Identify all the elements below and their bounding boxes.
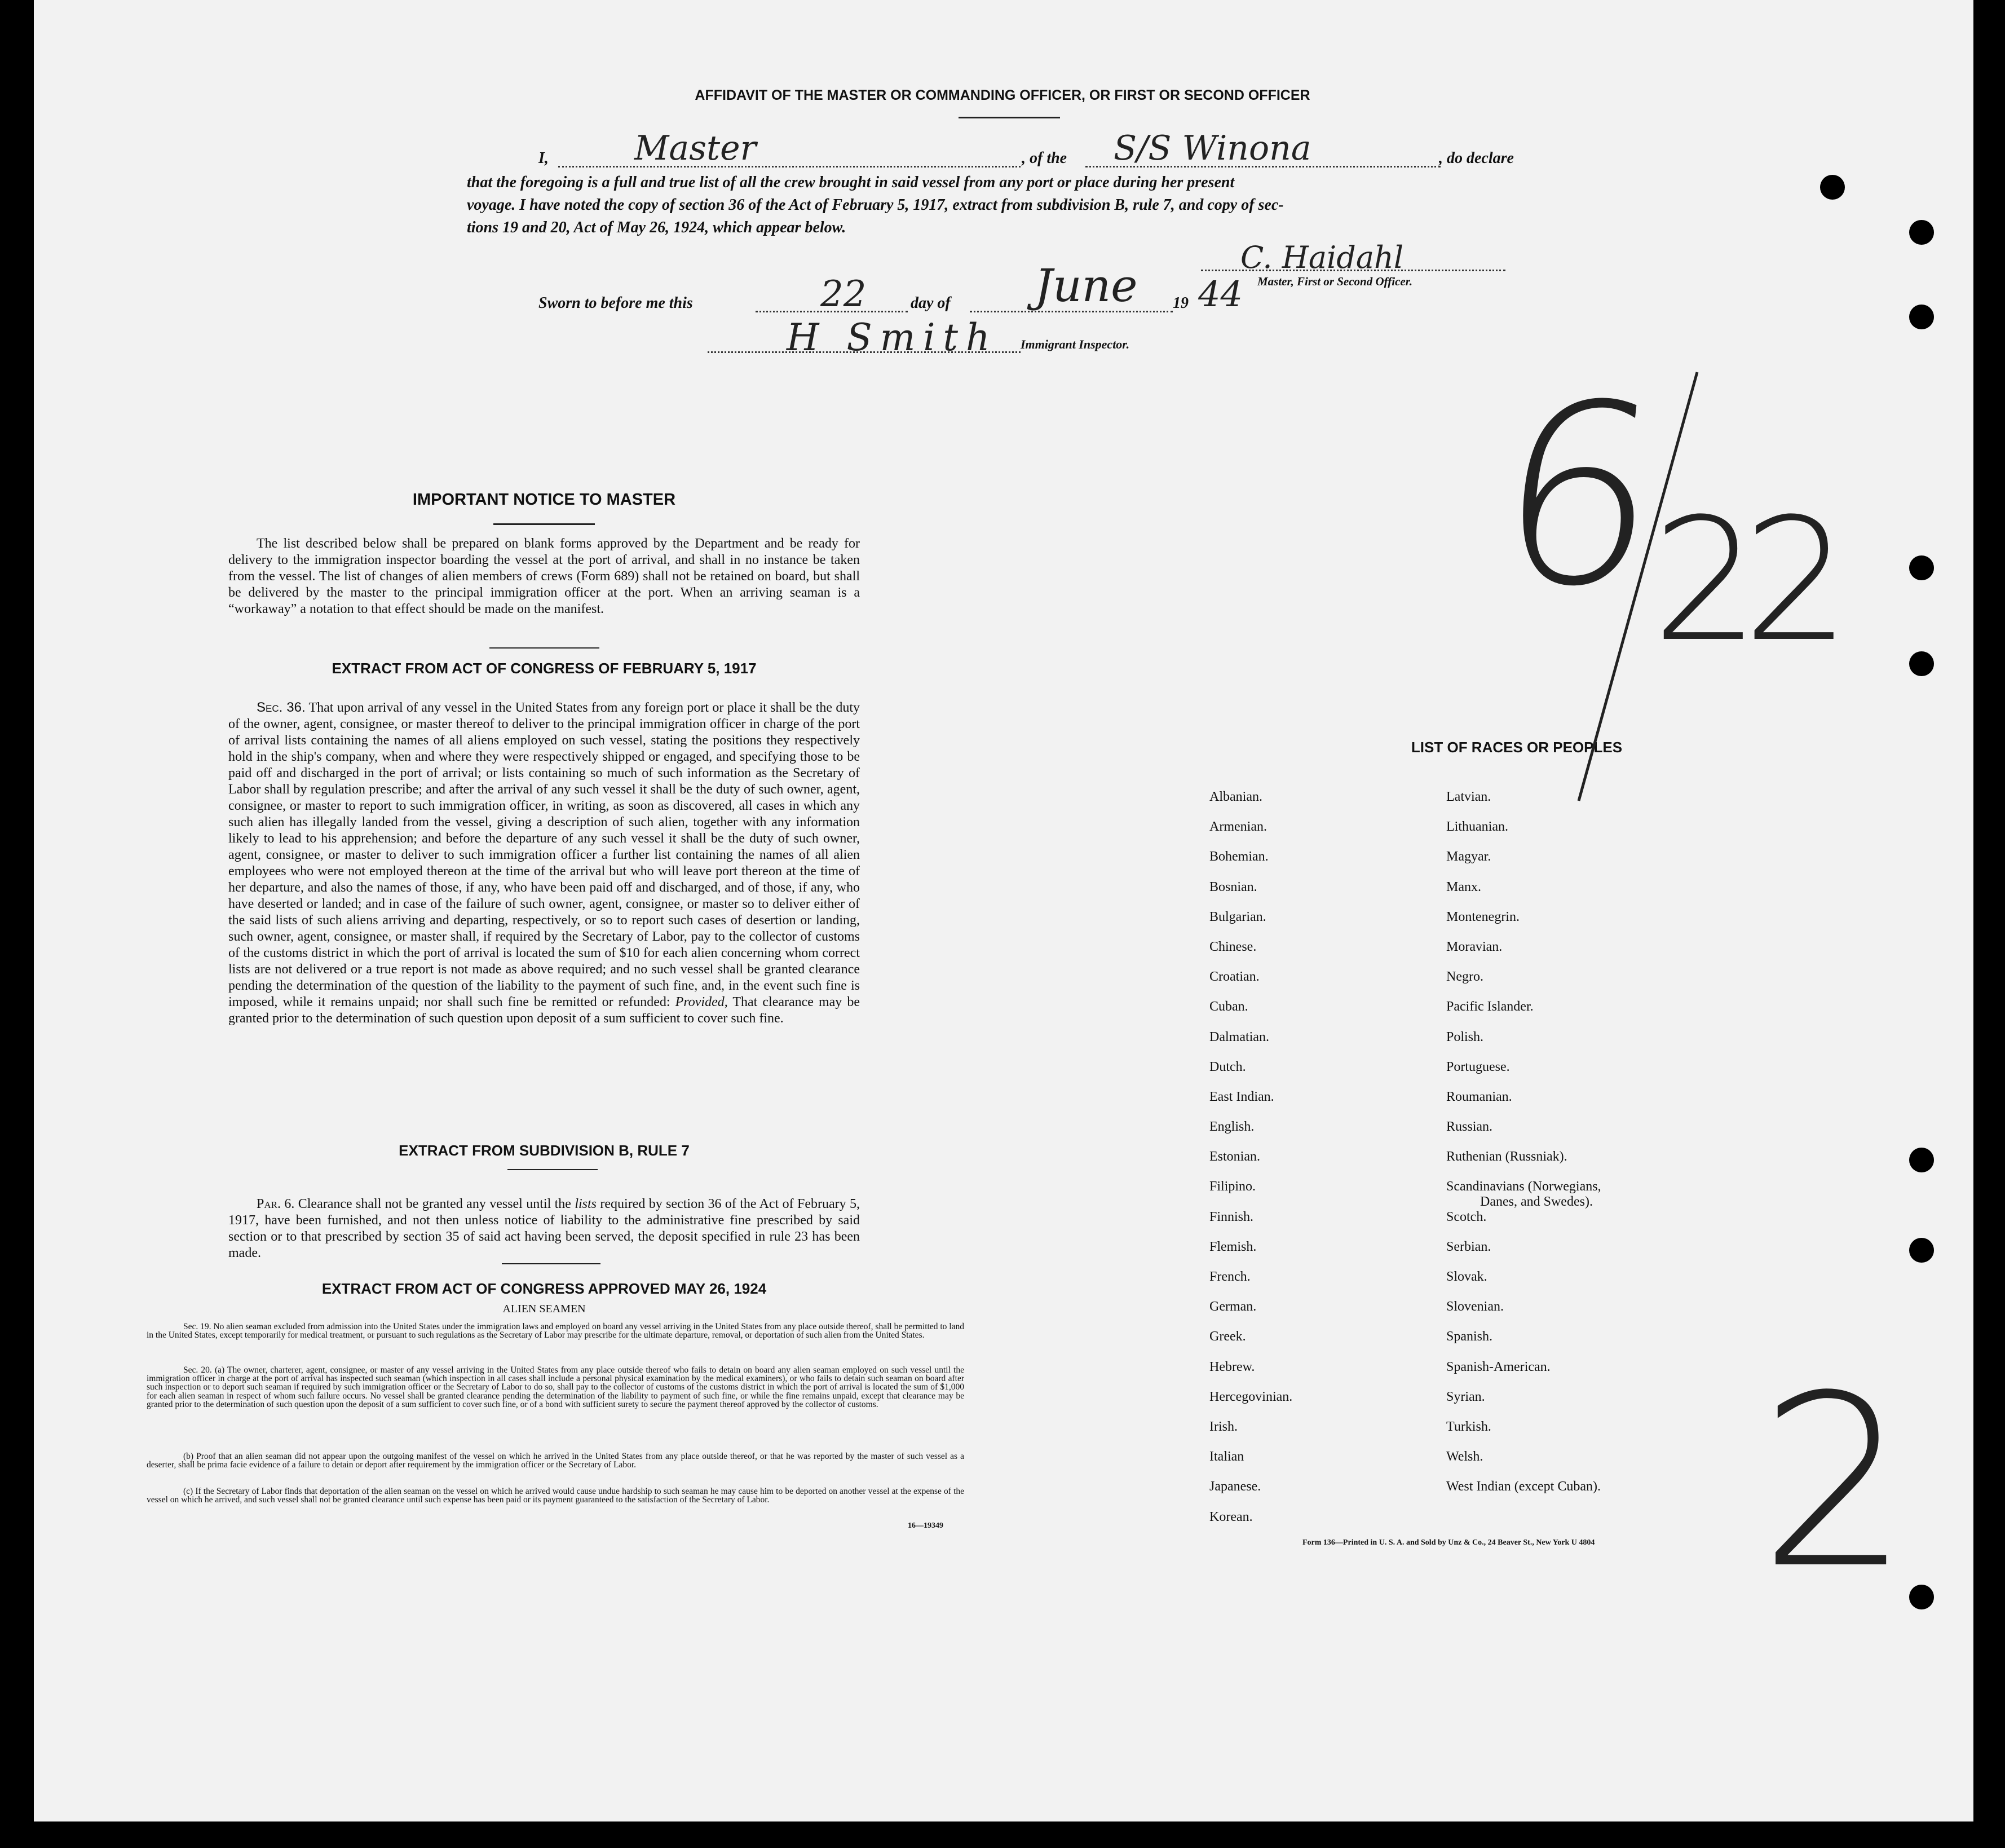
extract-1924-title: EXTRACT FROM ACT OF CONGRESS APPROVED MAY 26, 1924: [321, 1280, 767, 1297]
master-name-handwritten: Master: [634, 129, 757, 168]
sworn-prefix: Sworn to before me this: [538, 294, 693, 312]
affidavit-title: AFFIDAVIT OF THE MASTER OR COMMANDING OFFICER, OR FIRST OR SECOND OFFICER: [695, 87, 1310, 103]
section-20a-text: Sec. 20. (a) The owner, charterer, agent, consignee, or master of any vessel arriving in the United States from any place outside thereof who fails to detain on board any alien seaman employed on such vessel until the immigration officer in charge at the port of arrival has inspected such seaman (which inspection in all cases shall include a personal physical examination by the medical examiners), or who fails to detain such seaman on board after such inspection or to deport such seaman if required by such immigration officer or the Secretary of Labor to do so, shall pay to the collector of customs of the customs district in which the port of arrival is located the sum of $1,000 for each alien seaman in respect of whom such failure occurs. No vessel shall be granted clearance pending the determination of the liability to payment of such fine, or while the fine remains unpaid, except that clearance may be granted prior to the determination of such question upon the deposit of a sum sufficient to cover such fine, or of a bond with sufficient surety to secure the payment thereof approved by the collector of customs.: [147, 1365, 964, 1409]
divider: [489, 647, 599, 649]
race-item: Spanish-American.: [1446, 1359, 1551, 1374]
race-item: Greek.: [1209, 1329, 1246, 1344]
divider: [502, 1263, 600, 1264]
section-36-body: That upon arrival of any vessel in the United States from any foreign port or place it shall be the duty of the owner, agent, consignee, or master thereof to deliver to the principal immigration officer in charge of the port of arrival lists containing the names of all aliens employed on such vessel, stating the positions they respectively hold in the ship's company, when and where they were respectively shipped or engaged, and specifying those to be paid off and discharged in the port of arrival; or lists containing so much of such information as the Secretary of Labor shall by regulation prescribe; and after the arrival of any such vessel it shall be the duty of such owner, agent, consignee, or master to report to such immigration officer, in writing, as soon as discovered, all cases in which any such alien has illegally landed from the vessel, giving a description of such alien, together with any information likely to lead to his apprehension; and before the departure of any such vessel it shall be the duty of such owner, agent, consignee, or master to deliver to such immigration officer a further list containing the names of all alien employees who were not employed thereon at the time of the arrival but who will leave port thereon at the time of her departure, and also the names of those, if any, who have been paid off and discharged, and of those, if any, who have deserted or landed; and in case of the failure of such owner, agent, consignee, or master so to deliver either of the said lists of such aliens arriving and departing, respectively, or so to report such cases of desertion or landing, such owner, agent, consignee, or master shall, if required by the Secretary of Labor, pay to the collector of customs of the customs district in which the port of arrival is located the sum of $10 for each alien concerning whom correct lists are not delivered or a true report is not made as above required; and no such vessel shall be granted clearance pending the determination of the question of the liability to the payment of such fine, and, in the event such fine is imposed, while it remains unpaid; nor shall such fine be remitted or refunded:: [228, 700, 860, 1009]
race-item: Japanese.: [1209, 1479, 1261, 1494]
race-item: German.: [1209, 1299, 1257, 1315]
races-title: LIST OF RACES OR PEOPLES: [1411, 739, 1623, 756]
race-item: Chinese.: [1209, 939, 1257, 954]
race-item: Serbian.: [1446, 1239, 1491, 1254]
race-item: Roumanian.: [1446, 1089, 1512, 1104]
races-right-column: [1446, 788, 1601, 1509]
race-item: East Indian.: [1209, 1089, 1274, 1104]
race-item: Syrian.: [1446, 1389, 1485, 1404]
affidavit-pronoun: I,: [538, 149, 549, 167]
rule-7-text: [228, 1196, 860, 1262]
race-item: Finnish.: [1209, 1209, 1254, 1224]
inspector-signature: H Smith: [787, 316, 998, 359]
binder-hole: [1909, 220, 1934, 245]
rule-7-title: EXTRACT FROM SUBDIVISION B, RULE 7: [399, 1142, 690, 1159]
race-item: Negro.: [1446, 969, 1483, 985]
provided-word: Provided,: [675, 995, 728, 1009]
binder-hole: [1909, 1585, 1934, 1609]
race-item: English.: [1209, 1119, 1255, 1135]
affidavit-line-2: that the foregoing is a full and true list of all the crew brought in said vessel from any port or place during her present: [467, 174, 1235, 191]
binder-hole: [1909, 1238, 1934, 1263]
race-item: Hercegovinian.: [1209, 1389, 1293, 1404]
race-item: Bosnian.: [1209, 879, 1257, 894]
race-item: Irish.: [1209, 1419, 1238, 1434]
binder-hole: [1909, 1148, 1934, 1172]
master-signature: C. Haidahl: [1240, 240, 1404, 275]
race-item: Montenegrin.: [1446, 909, 1520, 924]
race-item: Croatian.: [1209, 969, 1260, 985]
race-item: Spanish.: [1446, 1329, 1493, 1344]
section-19-text: Sec. 19. No alien seaman excluded from admission into the United States under the immigration laws and employed on board any vessel arriving in the United States from any place outside thereof, shall be permitted to land in the United States, except temporarily for medical treatment, or pursuant to such regulations as the Secretary of Labor may prescribe for the ultimate departure, removal, or deportation of such alien from the United States.: [147, 1322, 964, 1340]
race-item: Portuguese.: [1446, 1059, 1510, 1074]
binder-hole: [1820, 175, 1845, 200]
race-item: Estonian.: [1209, 1149, 1260, 1165]
race-item: Hebrew.: [1209, 1359, 1255, 1374]
rule-7-tail: required by section 36 of the Act of February 5, 1917, have been furnished, and not then unless notice of liability to the administrative fine prescribed by said section or to that prescribed by section 35 of said act having been served, the deposit specified in rule 23 has been made.: [228, 1197, 860, 1260]
race-item: Moravian.: [1446, 939, 1503, 954]
race-item: Scotch.: [1446, 1209, 1487, 1224]
binder-hole: [1909, 555, 1934, 580]
printer-footer: Form 136—Printed in U. S. A. and Sold by Unz & Co., 24 Beaver St., New York U 4804: [1302, 1538, 1595, 1547]
divider: [959, 117, 1060, 118]
race-item: Armenian.: [1209, 819, 1267, 835]
race-item: Danes, and Swedes).: [1480, 1194, 1593, 1210]
do-declare-label: , do declare: [1439, 149, 1514, 167]
divider: [493, 523, 595, 525]
race-item: Flemish.: [1209, 1239, 1257, 1254]
master-name-line: [558, 166, 1021, 167]
year-suffix-handwritten: 44: [1198, 274, 1243, 315]
race-item: Bohemian.: [1209, 849, 1269, 865]
race-item: Scandinavians (Norwegians,: [1446, 1179, 1601, 1194]
race-item: Albanian.: [1209, 790, 1262, 804]
divider: [507, 1169, 598, 1170]
race-item: Slovenian.: [1446, 1299, 1504, 1315]
inspector-caption: Immigrant Inspector.: [1021, 337, 1130, 351]
race-item: Italian: [1209, 1449, 1244, 1465]
binder-hole: [1909, 305, 1934, 329]
race-item: Bulgarian.: [1209, 909, 1266, 924]
binder-hole: [1909, 651, 1934, 676]
form-code: 16—19349: [908, 1521, 943, 1530]
year-prefix: 19: [1173, 294, 1189, 312]
extract-1917-title: EXTRACT FROM ACT OF CONGRESS OF FEBRUARY 5, 1917: [332, 660, 757, 677]
par-6-label: Par. 6.: [257, 1197, 295, 1211]
race-item: Slovak.: [1446, 1269, 1487, 1284]
affidavit-line-4: tions 19 and 20, Act of May 26, 1924, which appear below.: [467, 219, 846, 236]
race-item: Russian.: [1446, 1119, 1493, 1135]
race-item: Dutch.: [1209, 1059, 1246, 1074]
race-item: Latvian.: [1446, 790, 1491, 804]
rule-7-body: Clearance shall not be granted any vessel until the: [298, 1197, 571, 1211]
race-item: West Indian (except Cuban).: [1446, 1479, 1601, 1494]
races-left-column: [1209, 788, 1292, 1538]
sworn-month-handwritten: June: [1035, 259, 1138, 312]
section-36-label: Sec. 36.: [257, 700, 306, 715]
vessel-name-handwritten: S/S Winona: [1114, 129, 1311, 168]
handwritten-number-2: 2: [1759, 1345, 1910, 1621]
alien-seamen-subtitle: ALIEN SEAMEN: [502, 1303, 586, 1315]
signature-caption: Master, First or Second Officer.: [1257, 275, 1412, 288]
sworn-day-handwritten: 22: [820, 274, 867, 315]
of-the-label: , of the: [1022, 149, 1067, 167]
race-item: Manx.: [1446, 879, 1481, 894]
race-item: Turkish.: [1446, 1419, 1491, 1434]
section-20b-text: (b) Proof that an alien seaman did not appear upon the outgoing manifest of the vessel on which he arrived in the United States from any place outside thereof, or that he was reported by the master of such vessel as a deserter, shall be prima facie evidence of a failure to detain or deport after requirement by the immigration officer or the Secretary of Labor.: [147, 1452, 964, 1470]
race-item: Cuban.: [1209, 999, 1248, 1015]
section-20c-text: (c) If the Secretary of Labor finds that deportation of the alien seaman on the vessel on which he arrived would cause undue hardship to such seaman he may cause him to be deported on another vessel at the expense of the vessel on which he arrived, and such vessel shall not be granted clearance until such expense has been paid or its payment guaranteed to the satisfaction of the Secretary of Labor.: [147, 1487, 964, 1505]
race-item: Filipino.: [1209, 1179, 1256, 1194]
section-36-tail: That clearance may be granted prior to the determination of such question upon deposit of a sum sufficient to cover such fine.: [228, 995, 860, 1026]
race-item: Korean.: [1209, 1509, 1253, 1524]
race-item: Ruthenian (Russniak).: [1446, 1149, 1567, 1165]
notice-title: IMPORTANT NOTICE TO MASTER: [412, 491, 676, 509]
race-item: Dalmatian.: [1209, 1029, 1269, 1044]
race-item: Welsh.: [1446, 1449, 1483, 1465]
race-item: French.: [1209, 1269, 1251, 1284]
handwritten-number-22: 22: [1652, 482, 1834, 679]
lists-word: lists: [575, 1197, 597, 1211]
affidavit-line-3: voyage. I have noted the copy of section 36 of the Act of February 5, 1917, extract from subdivision B, rule 7, and copy of sec-: [467, 196, 1284, 214]
race-item: Polish.: [1446, 1029, 1484, 1044]
handwritten-number-6: 6: [1485, 352, 1673, 641]
race-item: Magyar.: [1446, 849, 1491, 865]
section-36-text: [228, 699, 860, 1027]
race-item: Pacific Islander.: [1446, 999, 1534, 1015]
race-item: Lithuanian.: [1446, 819, 1508, 835]
day-of-label: day of: [911, 294, 951, 312]
notice-text: The list described below shall be prepared on blank forms approved by the Department and be ready for delivery to the immigration inspector boarding the vessel at the port of arrival, and shall in no instance be taken from the vessel. The list of changes of alien members of crews (Form 689) shall not be retained on board, but shall be delivered by the master to the principal immigration officer at the port. When an arriving seaman is a “workaway” a notation to that effect should be made on the manifest.: [228, 536, 860, 616]
